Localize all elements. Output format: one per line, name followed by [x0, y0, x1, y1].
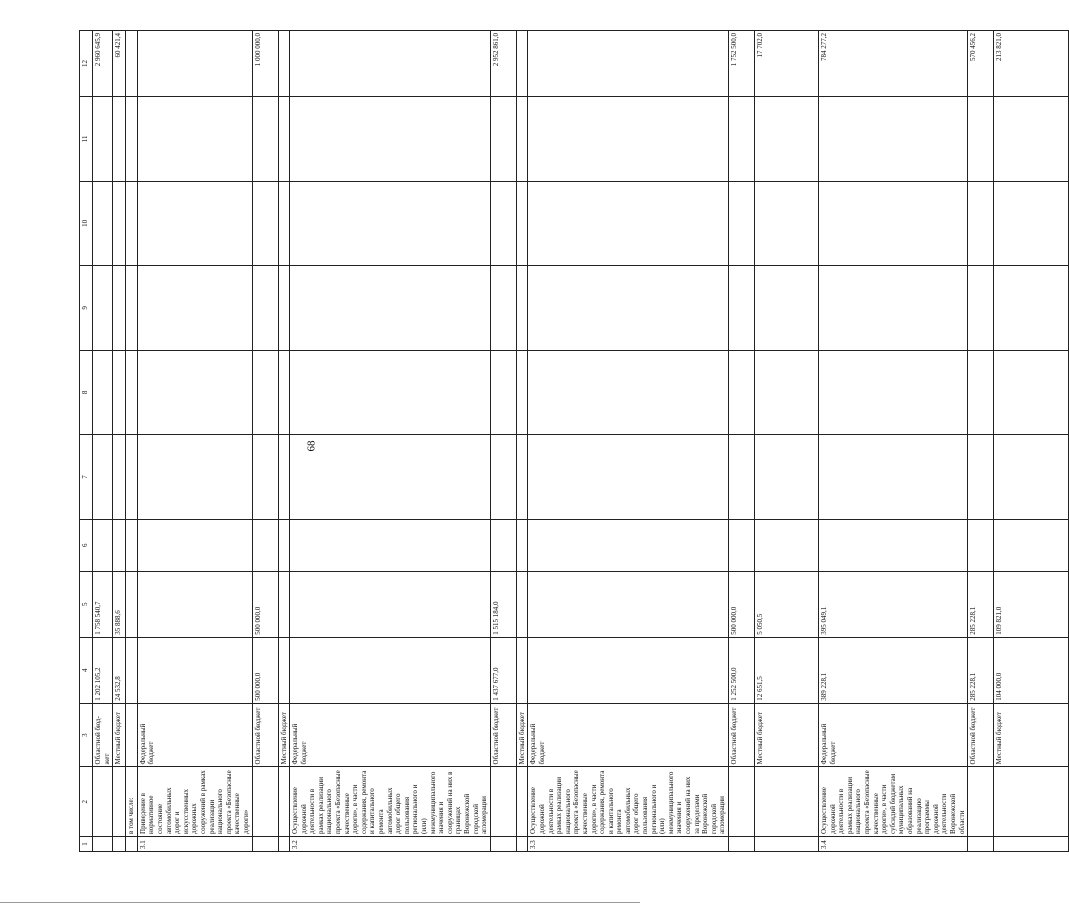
total-cell: 213 821,0: [994, 31, 1069, 97]
value-col4-cell: 104 000,0: [994, 637, 1069, 703]
value-col5-cell: [290, 571, 491, 637]
header-cell: 9: [80, 266, 93, 351]
value-col4-cell: [278, 637, 290, 703]
value-col9-cell: [729, 266, 755, 351]
value-col4-cell: 1 437 677,0: [490, 637, 516, 703]
value-col6-cell: [819, 519, 968, 571]
value-col9-cell: [516, 266, 528, 351]
table-row: [968, 31, 994, 852]
value-col11-cell: [968, 97, 994, 182]
value-col10-cell: [729, 181, 755, 266]
value-col10-cell: [994, 181, 1069, 266]
value-col11-cell: [137, 97, 252, 182]
funding-source-cell: Областной бюджет: [490, 703, 516, 767]
funding-source-cell: Федеральный бюджет: [137, 703, 252, 767]
funding-source-cell: Федеральный бюджет: [290, 703, 491, 767]
row-number-cell: [994, 836, 1069, 851]
value-col4-cell: [528, 637, 729, 703]
value-col6-cell: [968, 519, 994, 571]
value-col7-cell: [126, 435, 138, 520]
description-cell: Приведение в нормативное состояние автомобильных дорог и искусственных дорожных сооружений в рамках реализации национального проекта «Безопасные качественные дороги»: [137, 767, 252, 836]
value-col7-cell: [137, 435, 252, 520]
total-cell: 1 752 500,0: [729, 31, 755, 97]
value-col11-cell: [290, 97, 491, 182]
value-col10-cell: [93, 181, 113, 266]
row-number-cell: [93, 836, 113, 851]
value-col7-cell: [516, 435, 528, 520]
row-number-cell: [252, 836, 278, 851]
description-cell: [113, 767, 126, 836]
funding-source-cell: Областной бюд-жет: [93, 703, 113, 767]
bottom-rule: [0, 902, 640, 903]
table-row: [516, 31, 528, 852]
table-row: [729, 31, 755, 852]
value-col11-cell: [278, 97, 290, 182]
value-col8-cell: [113, 350, 126, 435]
value-col7-cell: [93, 435, 113, 520]
table-row: [278, 31, 290, 852]
funding-source-cell: Федеральный бюджет: [819, 703, 968, 767]
value-col10-cell: [278, 181, 290, 266]
total-cell: [126, 31, 138, 97]
value-col10-cell: [290, 181, 491, 266]
value-col11-cell: [755, 97, 819, 182]
value-col5-cell: 109 821,0: [994, 571, 1069, 637]
row-number-cell: [278, 836, 290, 851]
value-col10-cell: [137, 181, 252, 266]
value-col6-cell: [994, 519, 1069, 571]
value-col5-cell: 395 049,1: [819, 571, 968, 637]
value-col9-cell: [252, 266, 278, 351]
description-cell: [755, 767, 819, 836]
total-cell: [137, 31, 252, 97]
total-cell: 60 421,4: [113, 31, 126, 97]
value-col6-cell: [490, 519, 516, 571]
value-col8-cell: [278, 350, 290, 435]
value-col4-cell: 500 000,0: [252, 637, 278, 703]
value-col9-cell: [126, 266, 138, 351]
row-number-cell: 3.2: [290, 836, 491, 851]
value-col9-cell: [113, 266, 126, 351]
value-col7-cell: [819, 435, 968, 520]
value-col5-cell: [126, 571, 138, 637]
value-col5-cell: 1 515 184,0: [490, 571, 516, 637]
funding-source-cell: Областной бюджет: [252, 703, 278, 767]
table-row: [93, 31, 113, 852]
value-col7-cell: [968, 435, 994, 520]
header-row: [80, 31, 93, 852]
value-col6-cell: [290, 519, 491, 571]
value-col6-cell: [126, 519, 138, 571]
table-body: [80, 31, 1069, 852]
value-col10-cell: [252, 181, 278, 266]
description-cell: Осуществление дорожной деятельности в рамках реализации национального проекта «Безопасные качественные дороги», в части содержания, ремонта и капитального ремонта автомобильных дорог общего пользования регионального и (или) межмуниципального значения и сооружений на них в границах Воронежской городской агломерации: [290, 767, 491, 836]
header-cell: 1: [80, 836, 93, 851]
value-col9-cell: [994, 266, 1069, 351]
value-col7-cell: [113, 435, 126, 520]
value-col9-cell: [137, 266, 252, 351]
table-row: [819, 31, 968, 852]
value-col11-cell: [819, 97, 968, 182]
table-row: [994, 31, 1069, 852]
total-cell: 17 702,0: [755, 31, 819, 97]
header-cell: 7: [80, 435, 93, 520]
description-cell: [490, 767, 516, 836]
value-col7-cell: [994, 435, 1069, 520]
value-col4-cell: [126, 637, 138, 703]
value-col5-cell: [516, 571, 528, 637]
value-col5-cell: 285 228,1: [968, 571, 994, 637]
value-col10-cell: [755, 181, 819, 266]
value-col11-cell: [490, 97, 516, 182]
value-col7-cell: [252, 435, 278, 520]
value-col11-cell: [729, 97, 755, 182]
header-cell: 3: [80, 703, 93, 767]
value-col8-cell: [490, 350, 516, 435]
value-col4-cell: 24 532,8: [113, 637, 126, 703]
value-col4-cell: [290, 637, 491, 703]
value-col6-cell: [113, 519, 126, 571]
row-number-cell: [755, 836, 819, 851]
value-col6-cell: [93, 519, 113, 571]
total-cell: [528, 31, 729, 97]
value-col6-cell: [528, 519, 729, 571]
total-cell: 570 456,2: [968, 31, 994, 97]
value-col6-cell: [252, 519, 278, 571]
value-col5-cell: 500 000,0: [252, 571, 278, 637]
description-cell: [252, 767, 278, 836]
total-cell: [516, 31, 528, 97]
funding-source-cell: Областной бюджет: [968, 703, 994, 767]
value-col5-cell: [278, 571, 290, 637]
table-row: [290, 31, 491, 852]
funding-source-cell: Местный бюджет: [755, 703, 819, 767]
value-col8-cell: [126, 350, 138, 435]
row-number-cell: [968, 836, 994, 851]
value-col4-cell: [137, 637, 252, 703]
value-col7-cell: [278, 435, 290, 520]
funding-source-cell: Местный бюджет: [516, 703, 528, 767]
value-col8-cell: [137, 350, 252, 435]
funding-source-cell: Областной бюджет: [729, 703, 755, 767]
value-col10-cell: [516, 181, 528, 266]
value-col8-cell: [516, 350, 528, 435]
row-number-cell: [729, 836, 755, 851]
header-cell: 11: [80, 97, 93, 182]
page-number: 68: [305, 440, 318, 452]
value-col10-cell: [528, 181, 729, 266]
value-col6-cell: [137, 519, 252, 571]
value-col5-cell: 500 000,0: [729, 571, 755, 637]
funding-source-cell: [126, 703, 138, 767]
value-col5-cell: [137, 571, 252, 637]
description-cell: [729, 767, 755, 836]
funding-source-cell: Местный бюджет: [113, 703, 126, 767]
row-number-cell: [113, 836, 126, 851]
total-cell: 2 952 861,0: [490, 31, 516, 97]
value-col6-cell: [755, 519, 819, 571]
value-col6-cell: [278, 519, 290, 571]
value-col8-cell: [755, 350, 819, 435]
budget-table: [79, 30, 1069, 852]
value-col9-cell: [755, 266, 819, 351]
value-col8-cell: [528, 350, 729, 435]
row-number-cell: [490, 836, 516, 851]
row-number-cell: [126, 836, 138, 851]
description-cell: [93, 767, 113, 836]
value-col7-cell: [490, 435, 516, 520]
value-col8-cell: [819, 350, 968, 435]
value-col10-cell: [126, 181, 138, 266]
funding-source-cell: Местный бюджет: [278, 703, 290, 767]
row-number-cell: 3.3: [528, 836, 729, 851]
header-cell: 10: [80, 181, 93, 266]
value-col8-cell: [729, 350, 755, 435]
header-cell: 2: [80, 767, 93, 836]
header-cell: 5: [80, 571, 93, 637]
total-cell: [290, 31, 491, 97]
value-col4-cell: 1 252 500,0: [729, 637, 755, 703]
value-col5-cell: 35 888,6: [113, 571, 126, 637]
funding-source-cell: Местный бюджет: [994, 703, 1069, 767]
total-cell: [278, 31, 290, 97]
total-cell: 2 960 645,9: [93, 31, 113, 97]
value-col6-cell: [729, 519, 755, 571]
value-col8-cell: [252, 350, 278, 435]
description-cell: Осуществление дорожной деятельности в рамках реализации национального проекта «Безопасные качественные дороги», в части субсидий бюджетам муниципальных образований на реализацию программы дорожной деятельности Воронежской области: [819, 767, 968, 836]
table-row: [490, 31, 516, 852]
total-cell: 784 277,2: [819, 31, 968, 97]
value-col11-cell: [528, 97, 729, 182]
total-cell: 1 000 000,0: [252, 31, 278, 97]
value-col7-cell: [729, 435, 755, 520]
table-row: [113, 31, 126, 852]
row-number-cell: 3.1: [137, 836, 252, 851]
description-cell: [516, 767, 528, 836]
table-row: [755, 31, 819, 852]
value-col8-cell: [93, 350, 113, 435]
value-col7-cell: [290, 435, 491, 520]
value-col10-cell: [490, 181, 516, 266]
value-col5-cell: [528, 571, 729, 637]
value-col5-cell: 1 758 540,7: [93, 571, 113, 637]
value-col8-cell: [994, 350, 1069, 435]
value-col4-cell: [516, 637, 528, 703]
value-col8-cell: [290, 350, 491, 435]
funding-source-cell: Федеральный бюджет: [528, 703, 729, 767]
value-col4-cell: 1 202 105,2: [93, 637, 113, 703]
value-col9-cell: [490, 266, 516, 351]
description-cell: [994, 767, 1069, 836]
value-col5-cell: 5 050,5: [755, 571, 819, 637]
value-col4-cell: 285 228,1: [968, 637, 994, 703]
description-cell: Осуществление дорожной деятельности в рамках реализации национального проекта «Безопасные качественные дороги», в части содержания, ремонта и капитального ремонта автомобильных дорог общего пользования регионального и (или) межмуниципального значения и сооружений на них за пределами Воронежской городской агломерации: [528, 767, 729, 836]
value-col7-cell: [528, 435, 729, 520]
value-col11-cell: [994, 97, 1069, 182]
value-col9-cell: [93, 266, 113, 351]
table-row: [528, 31, 729, 852]
value-col9-cell: [278, 266, 290, 351]
value-col9-cell: [968, 266, 994, 351]
value-col10-cell: [819, 181, 968, 266]
header-cell: 6: [80, 519, 93, 571]
header-cell: 12: [80, 31, 93, 97]
description-cell: [968, 767, 994, 836]
value-col11-cell: [113, 97, 126, 182]
value-col6-cell: [516, 519, 528, 571]
value-col4-cell: 389 228,1: [819, 637, 968, 703]
table-row: [252, 31, 278, 852]
value-col11-cell: [516, 97, 528, 182]
description-cell: в том числе:: [126, 767, 138, 836]
value-col9-cell: [290, 266, 491, 351]
value-col7-cell: [755, 435, 819, 520]
value-col11-cell: [252, 97, 278, 182]
row-number-cell: 3.4: [819, 836, 968, 851]
value-col9-cell: [819, 266, 968, 351]
rotated-table-container: [79, 30, 1004, 852]
table-row: [126, 31, 138, 852]
value-col8-cell: [968, 350, 994, 435]
value-col11-cell: [93, 97, 113, 182]
description-cell: [278, 767, 290, 836]
header-cell: 8: [80, 350, 93, 435]
table-row: [137, 31, 252, 852]
value-col11-cell: [126, 97, 138, 182]
value-col10-cell: [968, 181, 994, 266]
row-number-cell: [516, 836, 528, 851]
value-col9-cell: [528, 266, 729, 351]
value-col10-cell: [113, 181, 126, 266]
value-col4-cell: 12 651,5: [755, 637, 819, 703]
header-cell: 4: [80, 637, 93, 703]
